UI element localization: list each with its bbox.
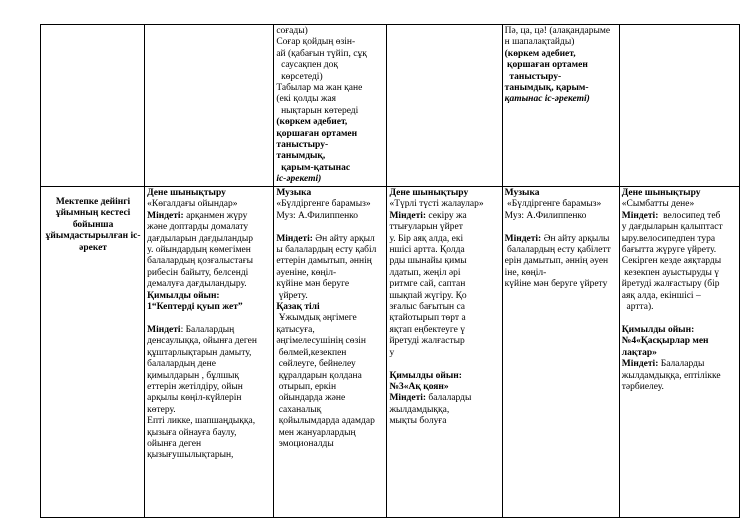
text-line: аяқ алда, екіншісі – (621, 290, 701, 301)
text-line: Міндеті: арқанмен жүру (147, 210, 248, 221)
text-line: Музыка (504, 188, 540, 198)
text-line: у дағдыларын қалыптаст (621, 222, 723, 233)
activity-cell-col2 (274, 187, 387, 518)
text-line: денсаулыққа, ойынға деген (147, 336, 257, 347)
text-line: еттерін жетілдіру, ойын (147, 381, 243, 392)
text-line: Пә, ца, цә! (алақандарыме (504, 26, 611, 36)
text-line: танымдық, қарым- (504, 83, 589, 94)
text-line: қатынас іс-әрекеті) (504, 94, 590, 105)
text-line: балалардың есту қабілетт (504, 245, 611, 256)
task-keyword: Міндеті: (621, 359, 659, 370)
text-line: рибесін байыту, белсенді (147, 267, 249, 278)
text-line: тәрбиелеу. (621, 381, 664, 392)
table-row-top (41, 25, 740, 187)
top-cell-col5 (619, 25, 739, 187)
text-line: бағытта жүруге үйрету. (621, 245, 717, 256)
text-line: у (389, 347, 395, 358)
activity-cell-col5 (619, 187, 739, 518)
activity-cell-col4 (502, 187, 619, 518)
text-line: Секірген кезде аяқтарды (621, 256, 722, 267)
text-line (389, 359, 500, 370)
text-line: Муз: А.Филиппенко (504, 210, 587, 221)
text-line: ыру.велосипедпен тура (621, 233, 716, 244)
task-keyword: Міндеті: (389, 210, 427, 221)
text-line (622, 313, 738, 324)
text-line: арқылы көңіл-күйлерін (147, 393, 242, 404)
task-keyword: Міндеті: (389, 393, 427, 404)
text-line: Дене шынықтыру (389, 188, 469, 198)
text-line: балалардың қозғалыстағы (147, 256, 253, 267)
text-line: Музыка (276, 188, 312, 198)
text-line (147, 313, 272, 324)
text-line: Қимылды ойын: (621, 324, 695, 335)
text-line: Қазақ тілі (276, 302, 320, 313)
row-label-text: Мектепке дейінгі ұйымның кестесі бойынша ұйымдастырылған іс-әрекет (45, 197, 141, 253)
text-line: бөлмей,кезекпен (276, 347, 347, 358)
text-line: «Түрлі түсті жалаулар» (389, 199, 484, 210)
top-label-cell (41, 25, 145, 187)
row-label-cell (41, 187, 145, 518)
text-line: Қимылды ойын: (389, 370, 462, 381)
text-line: Соғар қойдың өзін- (276, 37, 356, 48)
text-line: қарым-қатынас (276, 162, 351, 173)
text-line: н шапалақтайды) (504, 37, 575, 48)
text-line: Ұжымдық әңгімеге (276, 313, 357, 324)
text-line: ншісі артта. Қолда (389, 245, 465, 256)
text-line: у. Бір аяқ алда, екі (389, 233, 464, 244)
text-line: ттығуларын үйрет (389, 222, 463, 233)
text-line: әуеніне, көңіл- (276, 267, 337, 278)
table-row-activities (41, 187, 740, 518)
text-line: қтайотырып төрт а (389, 313, 466, 324)
text-line: дағдыларын дағдыландыр (147, 233, 254, 244)
text-line: нықтарын көтереді (276, 105, 359, 116)
text-line: Міндеті: Ән айту арқылы (504, 233, 610, 244)
text-line: йретуді жалғастыру (бір (621, 279, 720, 290)
text-line (276, 222, 385, 233)
text-line: көрсетеді) (276, 71, 323, 82)
text-line: Қимылды ойын: (147, 290, 220, 301)
text-line: қызыға ойнауға баулу, (147, 427, 237, 438)
text-line: (көркем әдебиет, (504, 48, 576, 59)
text-line: Міндеті: Ән айту арқыл (276, 233, 375, 244)
text-line: күйіне мән беруге (276, 279, 350, 290)
text-line: таныстыру- (504, 71, 562, 82)
text-line: балалардың дене (147, 359, 216, 370)
text-line: ритмге сай, саптан (389, 279, 466, 290)
text-line: үйрету. (276, 290, 308, 301)
text-line: Міндеті: секіру жа (389, 210, 467, 221)
text-line: демалуға дағдыландыру. (147, 279, 247, 290)
text-line: артта). (621, 302, 654, 313)
text-line: зғалыс бағытын са (389, 302, 466, 313)
text-line: «Бүлдіргенге барамыз» (504, 199, 602, 210)
text-line: ай (қабағын түйіп, сұқ (276, 48, 367, 59)
text-line: Епті ликке, шапшаңдыққа, (147, 416, 256, 427)
top-cell-col1 (145, 25, 274, 187)
text-line: қойылымдарда адамдар (276, 416, 375, 427)
text-line: «Бүлдіргенге барамыз» (276, 199, 371, 210)
text-line: эмоционалды (276, 438, 334, 449)
text-line: танымдық, (276, 151, 326, 162)
text-line: мықты болуға (389, 416, 447, 427)
text-line: соғады) (276, 26, 308, 36)
text-line: іс-әрекеті) (276, 174, 322, 185)
text-line: Дене шынықтыру (621, 188, 701, 198)
text-line: қоршаған ортамен (276, 128, 358, 139)
text-line: еттерін дамытып, әннің (276, 256, 372, 267)
text-line: қимылдарын , бұлшық (147, 370, 240, 381)
text-line: таныстыру- (276, 140, 329, 151)
text-line: ойынға деген (147, 438, 202, 449)
text-line: ойындарда және (276, 393, 346, 404)
text-line: шықпай жүгіру. Қо (389, 290, 467, 301)
text-line: (көркем әдебиет, (276, 117, 348, 128)
text-line: және доптарды домалату (147, 222, 249, 233)
text-line: Міндеті: велосипед теб (621, 210, 721, 221)
text-line: йретуді жалғастыр (389, 336, 465, 347)
text-line: жылдамдыққа, (389, 404, 450, 415)
text-line: қоршаған ортамен (504, 60, 588, 71)
task-keyword: Міндеті (147, 324, 181, 335)
text-line: «Көгалдағы ойындар» (147, 199, 238, 210)
task-keyword: Міндеті: (621, 210, 659, 221)
text-line: күйіне мән беруге үйрету (504, 279, 608, 290)
text-line: 1“Кептерді қуып жет” (147, 302, 243, 313)
text-line: №3«Ақ қоян» (389, 381, 449, 392)
task-keyword: Міндеті: (504, 233, 542, 244)
text-line: құралдарын қолдана (276, 370, 362, 381)
text-line: Дене шынықтыру (147, 188, 226, 198)
text-line: лақтар» (621, 347, 657, 358)
text-line: жылдамдыққа, ептілікке (621, 370, 721, 381)
text-line: Міндеті: балаларды (389, 393, 472, 404)
task-keyword: Міндеті: (276, 233, 313, 244)
text-line: іне, көңіл- (504, 267, 547, 278)
text-line: ерін дамытып, әннің әуен (504, 256, 609, 267)
text-line: ы балалардың есту қабіл (276, 245, 377, 256)
task-keyword: Міндеті: (147, 210, 184, 221)
text-line: кезекпен ауыстыруды ү (621, 267, 719, 278)
activity-cell-col1 (145, 187, 274, 518)
top-cell-col2 (274, 25, 387, 187)
text-line: құштарлықтарын дамыту, (147, 347, 252, 358)
text-line: рды шынайы қимы (389, 256, 467, 267)
text-line: көтеру. (147, 404, 176, 415)
text-line: у. ойындардың көмегімен (147, 245, 251, 256)
text-line: лдатып, жеңіл әрі (389, 267, 461, 278)
text-line: саханалық (276, 404, 322, 415)
text-line: отырып, еркін (276, 381, 337, 392)
text-line: Міндеті: Балаларды (621, 359, 705, 370)
text-line: №4«Қасқырлар мен (621, 336, 709, 347)
top-cell-col4 (502, 25, 619, 187)
text-line: мен жануарлардың (276, 427, 356, 438)
text-line: яқтап еңбектеуге ү (389, 324, 465, 335)
text-line: әңгімелесушінің сөзін (276, 336, 366, 347)
text-line: «Сымбатты дене» (621, 199, 695, 210)
schedule-table (40, 24, 740, 518)
text-line: Муз: А.Филиппенко (276, 210, 359, 221)
text-line: (екі қолды жая (276, 94, 337, 105)
text-line: саусақпен доқ (276, 60, 339, 71)
text-line: Міндеті: Балалардың (147, 324, 235, 335)
text-line (505, 222, 618, 233)
text-line: сөйлеуге, бейнелеу (276, 359, 356, 370)
text-line: Табылар ма жан қане (276, 83, 363, 94)
activity-cell-col3 (387, 187, 502, 518)
text-line: қызығушылықтарын, (147, 450, 234, 461)
top-cell-col3 (387, 25, 502, 187)
text-line: қатысуға, (276, 324, 315, 335)
